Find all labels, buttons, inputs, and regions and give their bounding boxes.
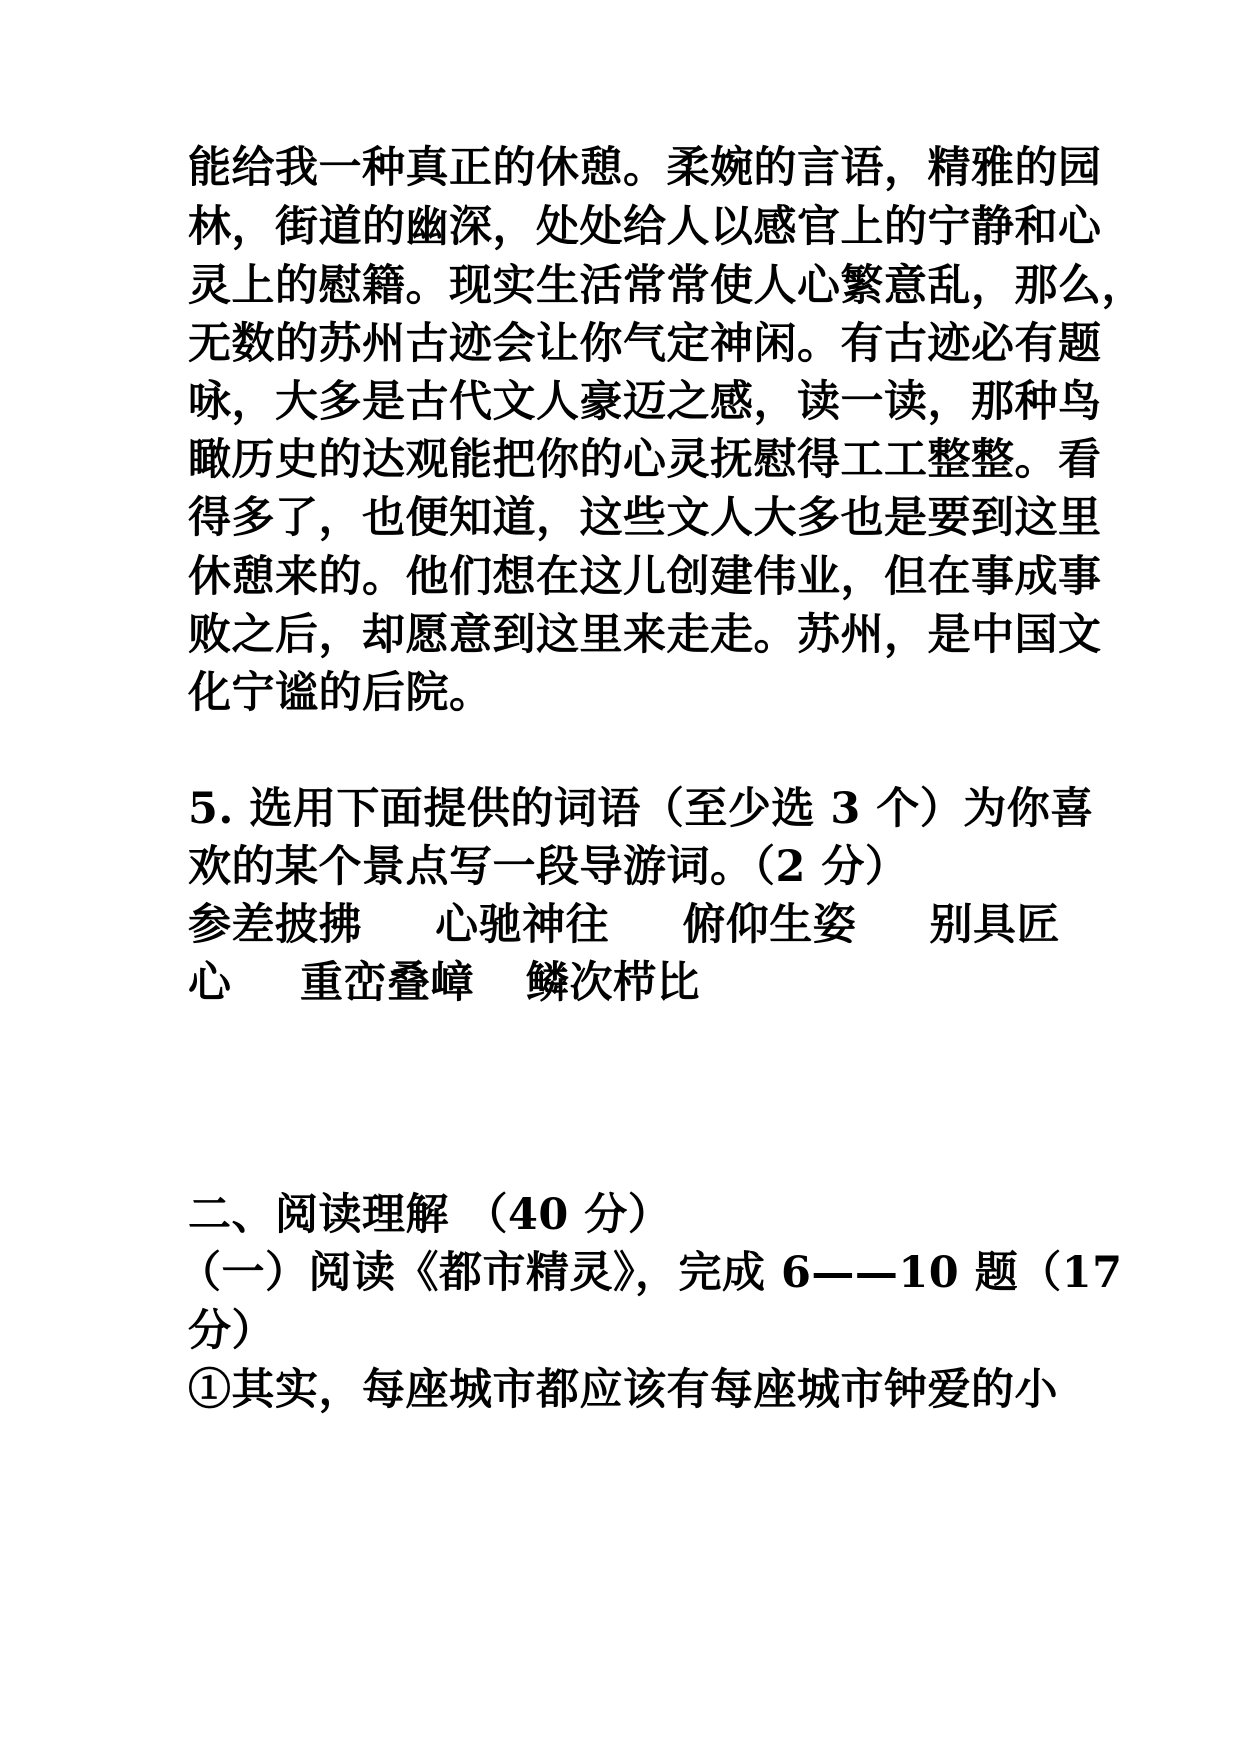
passage-line-5: 咏，大多是古代文人豪迈之感，读一读，那种鸟 (188, 377, 1102, 427)
passage-line-8: 休憩来的。他们想在这儿创建伟业，但在事成事 (188, 552, 1102, 602)
section-2-title: 二、阅读理解 （40 分） (188, 1190, 672, 1240)
passage-line-4: 无数的苏州古迹会让你气定神闲。有古迹必有题 (188, 319, 1102, 369)
reading-paragraph-1: ①其实，每座城市都应该有每座城市钟爱的小 (188, 1365, 1058, 1415)
word-list-row-2 (188, 955, 1060, 1011)
passage-line-9: 败之后，却愿意到这里来走走。苏州，是中国文 (188, 610, 1102, 660)
section-2-subtitle (178, 1245, 1123, 1301)
passage-line-2: 林，街道的幽深，处处给人以感官上的宁静和心 (188, 202, 1102, 252)
section-2-subtitle-right: （17 (1018, 1248, 1123, 1298)
word-option-4-cont: 心 (188, 958, 232, 1008)
word-list-row-1 (188, 897, 1060, 953)
question-5-line-2: 欢的某个景点写一段导游词。（2 分） (188, 842, 909, 892)
section-2-subtitle-cont: 分） (188, 1306, 275, 1356)
passage-line-10: 化宁谧的后院。 (188, 668, 493, 718)
passage-line-1: 能给我一种真正的休憩。柔婉的言语，精雅的园 (188, 143, 1102, 193)
section-2-subtitle-left: （一）阅读《都市精灵》，完成 6——10 题 (178, 1248, 1019, 1298)
word-option-3: 俯仰生姿 (682, 900, 857, 950)
passage-line-3: 灵上的慰籍。现实生活常常使人心繁意乱，那么， (188, 261, 1145, 311)
word-option-1: 参差披拂 (188, 900, 362, 950)
word-option-2: 心驰神往 (435, 900, 610, 950)
word-option-5: 重峦叠嶂 (300, 958, 474, 1008)
word-option-4: 别具匠 (929, 900, 1060, 950)
passage-line-7: 得多了，也便知道，这些文人大多也是要到这里 (188, 493, 1102, 543)
passage-line-6: 瞰历史的达观能把你的心灵抚慰得工工整整。看 (188, 435, 1102, 485)
word-option-6: 鳞次栉比 (526, 958, 700, 1008)
question-5-line-1: 5. 选用下面提供的词语（至少选 3 个）为你喜 (188, 784, 1094, 834)
